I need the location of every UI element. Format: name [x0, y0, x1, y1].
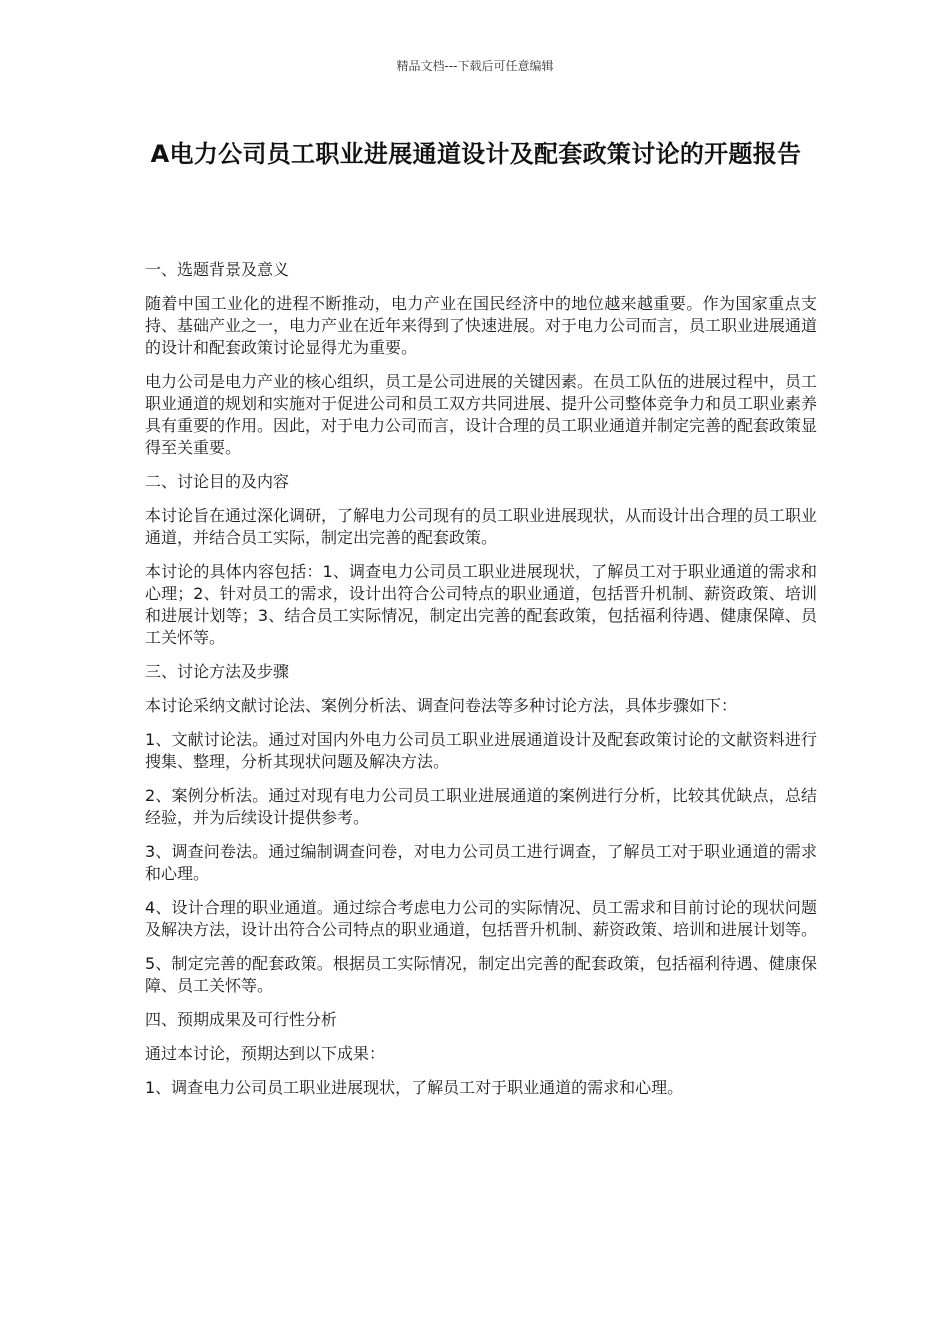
list-item: 5、制定完善的配套政策。根据员工实际情况，制定出完善的配套政策，包括福利待遇、健康保障、员工关怀等。	[145, 954, 817, 995]
document-body	[145, 259, 817, 1111]
section-heading-purpose: 二、讨论目的及内容	[145, 472, 290, 491]
paragraph: 电力公司是电力产业的核心组织，员工是公司进展的关键因素。在员工队伍的进展过程中，员工职业通道的规划和实施对于促进公司和员工双方共同进展、提升公司整体竞争力和员工职业素养具有重要的作用。因此，对于电力公司而言，设计合理的员工职业通道并制定完善的配套政策显得至关重要。	[145, 372, 818, 457]
paragraph: 本讨论旨在通过深化调研，了解电力公司现有的员工职业进展现状，从而设计出合理的员工职业通道，并结合员工实际，制定出完善的配套政策。	[145, 506, 818, 547]
document-title: A电力公司员工职业进展通道设计及配套政策讨论的开题报告	[150, 140, 802, 168]
list-item: 4、设计合理的职业通道。通过综合考虑电力公司的实际情况、员工需求和目前讨论的现状问题及解决方法，设计出符合公司特点的职业通道，包括晋升机制、薪资政策、培训和进展计划等。	[145, 898, 818, 939]
paragraph: 通过本讨论，预期达到以下成果：	[145, 1044, 386, 1063]
list-item: 3、调查问卷法。通过编制调查问卷，对电力公司员工进行调查，了解员工对于职业通道的需求和心理。	[145, 842, 817, 883]
list-item: 2、案例分析法。通过对现有电力公司员工职业进展通道的案例进行分析，比较其优缺点，总结经验，并为后续设计提供参考。	[145, 786, 817, 827]
paragraph: 本讨论采纳文献讨论法、案例分析法、调查问卷法等多种讨论方法，具体步骤如下：	[145, 696, 738, 715]
section-heading-outcomes: 四、预期成果及可行性分析	[145, 1010, 338, 1029]
paragraph: 随着中国工业化的进程不断推动，电力产业在国民经济中的地位越来越重要。作为国家重点支持、基础产业之一，电力产业在近年来得到了快速进展。对于电力公司而言，员工职业进展通道的设计和配套政策讨论显得尤为重要。	[145, 294, 818, 357]
paragraph: 本讨论的具体内容包括：1、调查电力公司员工职业进展现状，了解员工对于职业通道的需求和心理；2、针对员工的需求，设计出符合公司特点的职业通道，包括晋升机制、薪资政策、培训和进展计划等；3、结合员工实际情况，制定出完善的配套政策，包括福利待遇、健康保障、员工关怀等。	[145, 562, 817, 647]
page-header: 精品文档---下载后可任意编辑	[396, 59, 554, 73]
section-heading-methods: 三、讨论方法及步骤	[145, 662, 290, 681]
section-heading-background: 一、选题背景及意义	[145, 260, 290, 279]
list-item: 1、调查电力公司员工职业进展现状，了解员工对于职业通道的需求和心理。	[145, 1078, 684, 1097]
list-item: 1、文献讨论法。通过对国内外电力公司员工职业进展通道设计及配套政策讨论的文献资料进行搜集、整理，分析其现状问题及解决方法。	[145, 730, 817, 771]
